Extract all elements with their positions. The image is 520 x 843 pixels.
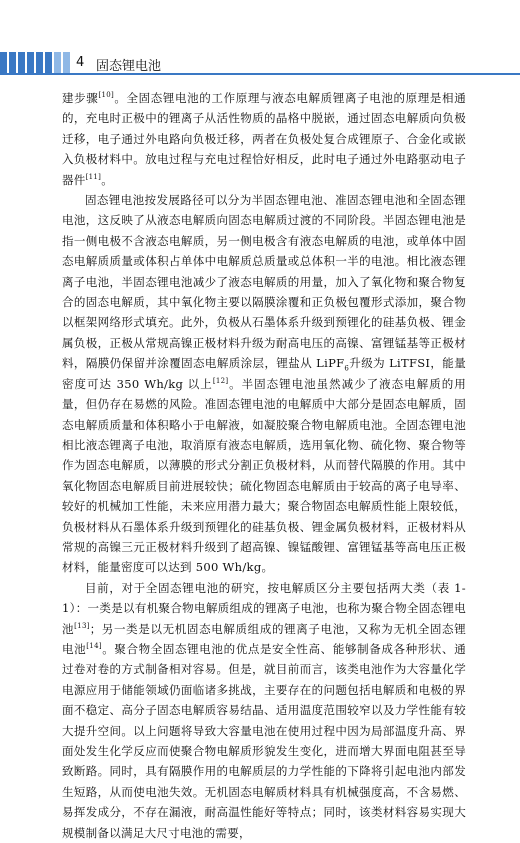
header-decoration — [0, 52, 70, 74]
citation-ref: [13] — [74, 621, 90, 630]
paragraph-3 — [62, 578, 466, 843]
citation-ref: [12] — [212, 376, 229, 385]
subscript: 6 — [344, 364, 350, 373]
paragraph-1 — [62, 88, 466, 190]
citation-ref: [14] — [86, 642, 102, 651]
body-text — [62, 88, 466, 843]
text-run: 。全固态锂电池的工作原理与液态电解质锂离子电池的原理是相通的，充电时正极中的锂离子从活性物质的晶格中脱嵌，通过固态电解质向负极迁移，电子通过外电路向负极迁移，两者在负极处复合成锂原子、合金化或嵌入负极材料中。放电过程与充电过程恰好相反，此时电子通过外电路驱动电子器件 — [62, 91, 466, 187]
header-rule — [0, 73, 520, 75]
citation-ref: [11] — [85, 172, 102, 181]
text-run: 建步骤 — [62, 91, 99, 105]
text-run: 升级为 LiTFSI，能量密度可达 350 Wh/kg 以上 — [62, 356, 466, 391]
page-number: 4 — [76, 55, 85, 70]
text-run: 。半固态锂电池虽然减少了液态电解质的用量，但仍存在易燃的风险。准固态锂电池的电解质中大部分是固态电解质，固态电解质质量和体积略小于电解液，如凝胶聚合物电解质电池。全固态锂电池相比液态锂离子电池，取消原有液态电解质，选用氧化物、硫化物、聚合物等作为固态电解质，以薄膜的形式分割正负极材料，从而替代隔膜的作用。其中氧化物固态电解质目前进展较快；硫化物固态电解质由于较高的离子电导率、较好的机械加工性能，未来应用潜力最大；聚合物固态电解质性能上限较低，负极材料从石墨体系升级到预锂化的硅基负极、锂金属负极材料，正极材料从常规的高镍三元正极材料升级到了超高镍、镍锰酸锂、富锂锰基等高电压正极材料，能量密度可以达到 500 Wh/kg。 — [62, 376, 467, 575]
chapter-title: 固态锂电池 — [96, 59, 162, 74]
text-run: 。聚合物全固态锂电池的优点是安全性高、能够制备成各种形状、通过卷对卷的方式制备相对容易。但是，就目前而言，该类电池作为大容量化学电源应用于储能领域仍面临诸多挑战，主要存在的问题包括电解质和电极的界面不稳定、高分子固态电解质容易结晶、适用温度范围较窄以及力学性能有较大提升空间。以上问题将导致大容量电池在使用过程中因为局部温度升高、界面处发生化学反应而使聚合物电解质形貌发生变化，进而增大界面电阻甚至导致断路。同时，具有隔膜作用的电解质层的力学性能的下降将引起电池内部发生短路，从而使电池失效。无机固态电解质材料具有机械强度高，不含易燃、易挥发成分，不存在漏液，耐高温性能好等特点；同时，该类材料容易实现大规模制备以满足大尺寸电池的需要， — [62, 641, 466, 840]
text-run: 。 — [101, 172, 113, 187]
citation-ref: [10] — [98, 91, 114, 100]
paragraph-2 — [62, 190, 466, 578]
text-run: 目前，对于全固态锂电池的研究，按电解质区分主要包括两大类（表 1-1）：一类是以有机聚合物电解质组成的锂离子电池，也称为聚合物全固态锂电池 — [62, 580, 466, 636]
text-run: 固态锂电池按发展路径可以分为半固态锂电池、准固态锂电池和全固态锂电池，这反映了从液态电解质向固态电解质过渡的不同阶段。半固态锂电池是指一侧电极不含液态电解质，另一侧电极含有液态电解质的电池，或单体中固态电解质质量或体积占单体中电解质总质量或总体积一半的电池。相比液态锂离子电池，半固态锂电池减少了液态电解质的用量，加入了氧化物和聚合物复合的固态电解质，其中氧化物主要以隔膜涂覆和正负极包覆形式添加，聚合物以框架网络形式填充。此外，负极从石墨体系升级到预锂化的硅基负极、锂金属负极，正极从常规高镍正极材料升级为耐高电压的高镍、富锂锰基等正极材料，隔膜仍保留并涂覆固态电解质涂层，锂盐从 LiPF — [62, 193, 466, 371]
text-run: ；另一类是以无机固态电解质组成的锂离子电池，又称为无机全固态锂电池 — [62, 621, 466, 656]
page-header — [0, 52, 520, 74]
